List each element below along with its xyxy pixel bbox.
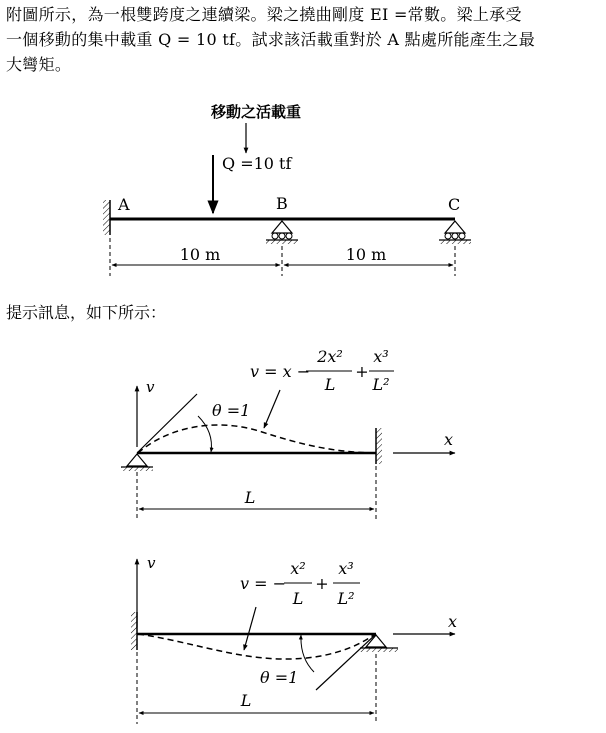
fixed-support-a-hatch <box>103 200 110 235</box>
load-label: Q =10 tf <box>222 154 292 173</box>
eq2-den1: L <box>292 589 304 608</box>
eq2-lhs: v = − <box>240 574 287 593</box>
tangent-line-2 <box>316 634 376 690</box>
theta-arc-1 <box>198 416 211 452</box>
length-3-label: L <box>240 691 252 710</box>
eq1-lhs: v = x − <box>250 362 311 381</box>
theta-2-label: θ =1 <box>260 668 299 687</box>
length-2-label: L <box>244 488 256 507</box>
figure-influence-shape-1 <box>121 347 455 520</box>
figure-continuous-beam <box>103 103 471 276</box>
figure-influence-shape-2 <box>131 554 457 724</box>
roller-support-b <box>266 221 298 244</box>
point-c-label: C <box>448 195 461 214</box>
theta-arc-2 <box>301 635 314 672</box>
eq1-den1: L <box>324 375 336 394</box>
eq2-plus: + <box>315 574 329 593</box>
v-axis-1-label: v <box>146 378 155 396</box>
eq2-num2: x³ <box>338 559 354 578</box>
problem-line-2: 一個移動的集中載重 Q = 10 tf。試求該活載重對於 A 點處所能產生之最 <box>6 30 536 49</box>
eq2-num1: x² <box>290 559 306 578</box>
x-axis-1-label: x <box>444 430 454 449</box>
point-a-label: A <box>118 195 130 214</box>
problem-line-1: 附圖所示，為一根雙跨度之連續梁。梁之撓曲剛度 EI =常數。梁上承受 <box>6 5 522 24</box>
fixed-support-2-hatch <box>376 428 382 464</box>
eq2-pointer <box>244 607 256 650</box>
roller-support-c <box>439 221 471 244</box>
hint-title: 提示訊息，如下所示： <box>6 303 167 322</box>
eq2-den2: L² <box>337 589 355 608</box>
problem-line-3: 大彎矩。 <box>6 55 72 74</box>
eq1-plus: + <box>355 362 369 381</box>
span2-label: 10 m <box>345 245 387 264</box>
x-axis-2-label: x <box>448 612 458 631</box>
tangent-line-1 <box>137 394 197 453</box>
deflected-shape-2 <box>138 634 375 659</box>
eq1-num2: x³ <box>373 347 389 366</box>
load-title: 移動之活載重 <box>210 103 302 121</box>
pin-support-1 <box>121 454 153 471</box>
eq1-den2: L² <box>372 375 390 394</box>
eq1-pointer <box>264 390 280 428</box>
v-axis-2-label: v <box>147 554 156 572</box>
theta-1-label: θ =1 <box>212 401 251 420</box>
span1-label: 10 m <box>179 245 221 264</box>
fixed-support-3-hatch <box>131 612 137 650</box>
eq1-num1: 2x² <box>317 347 343 366</box>
deflected-shape-1 <box>138 425 375 453</box>
point-b-label: B <box>276 194 288 213</box>
